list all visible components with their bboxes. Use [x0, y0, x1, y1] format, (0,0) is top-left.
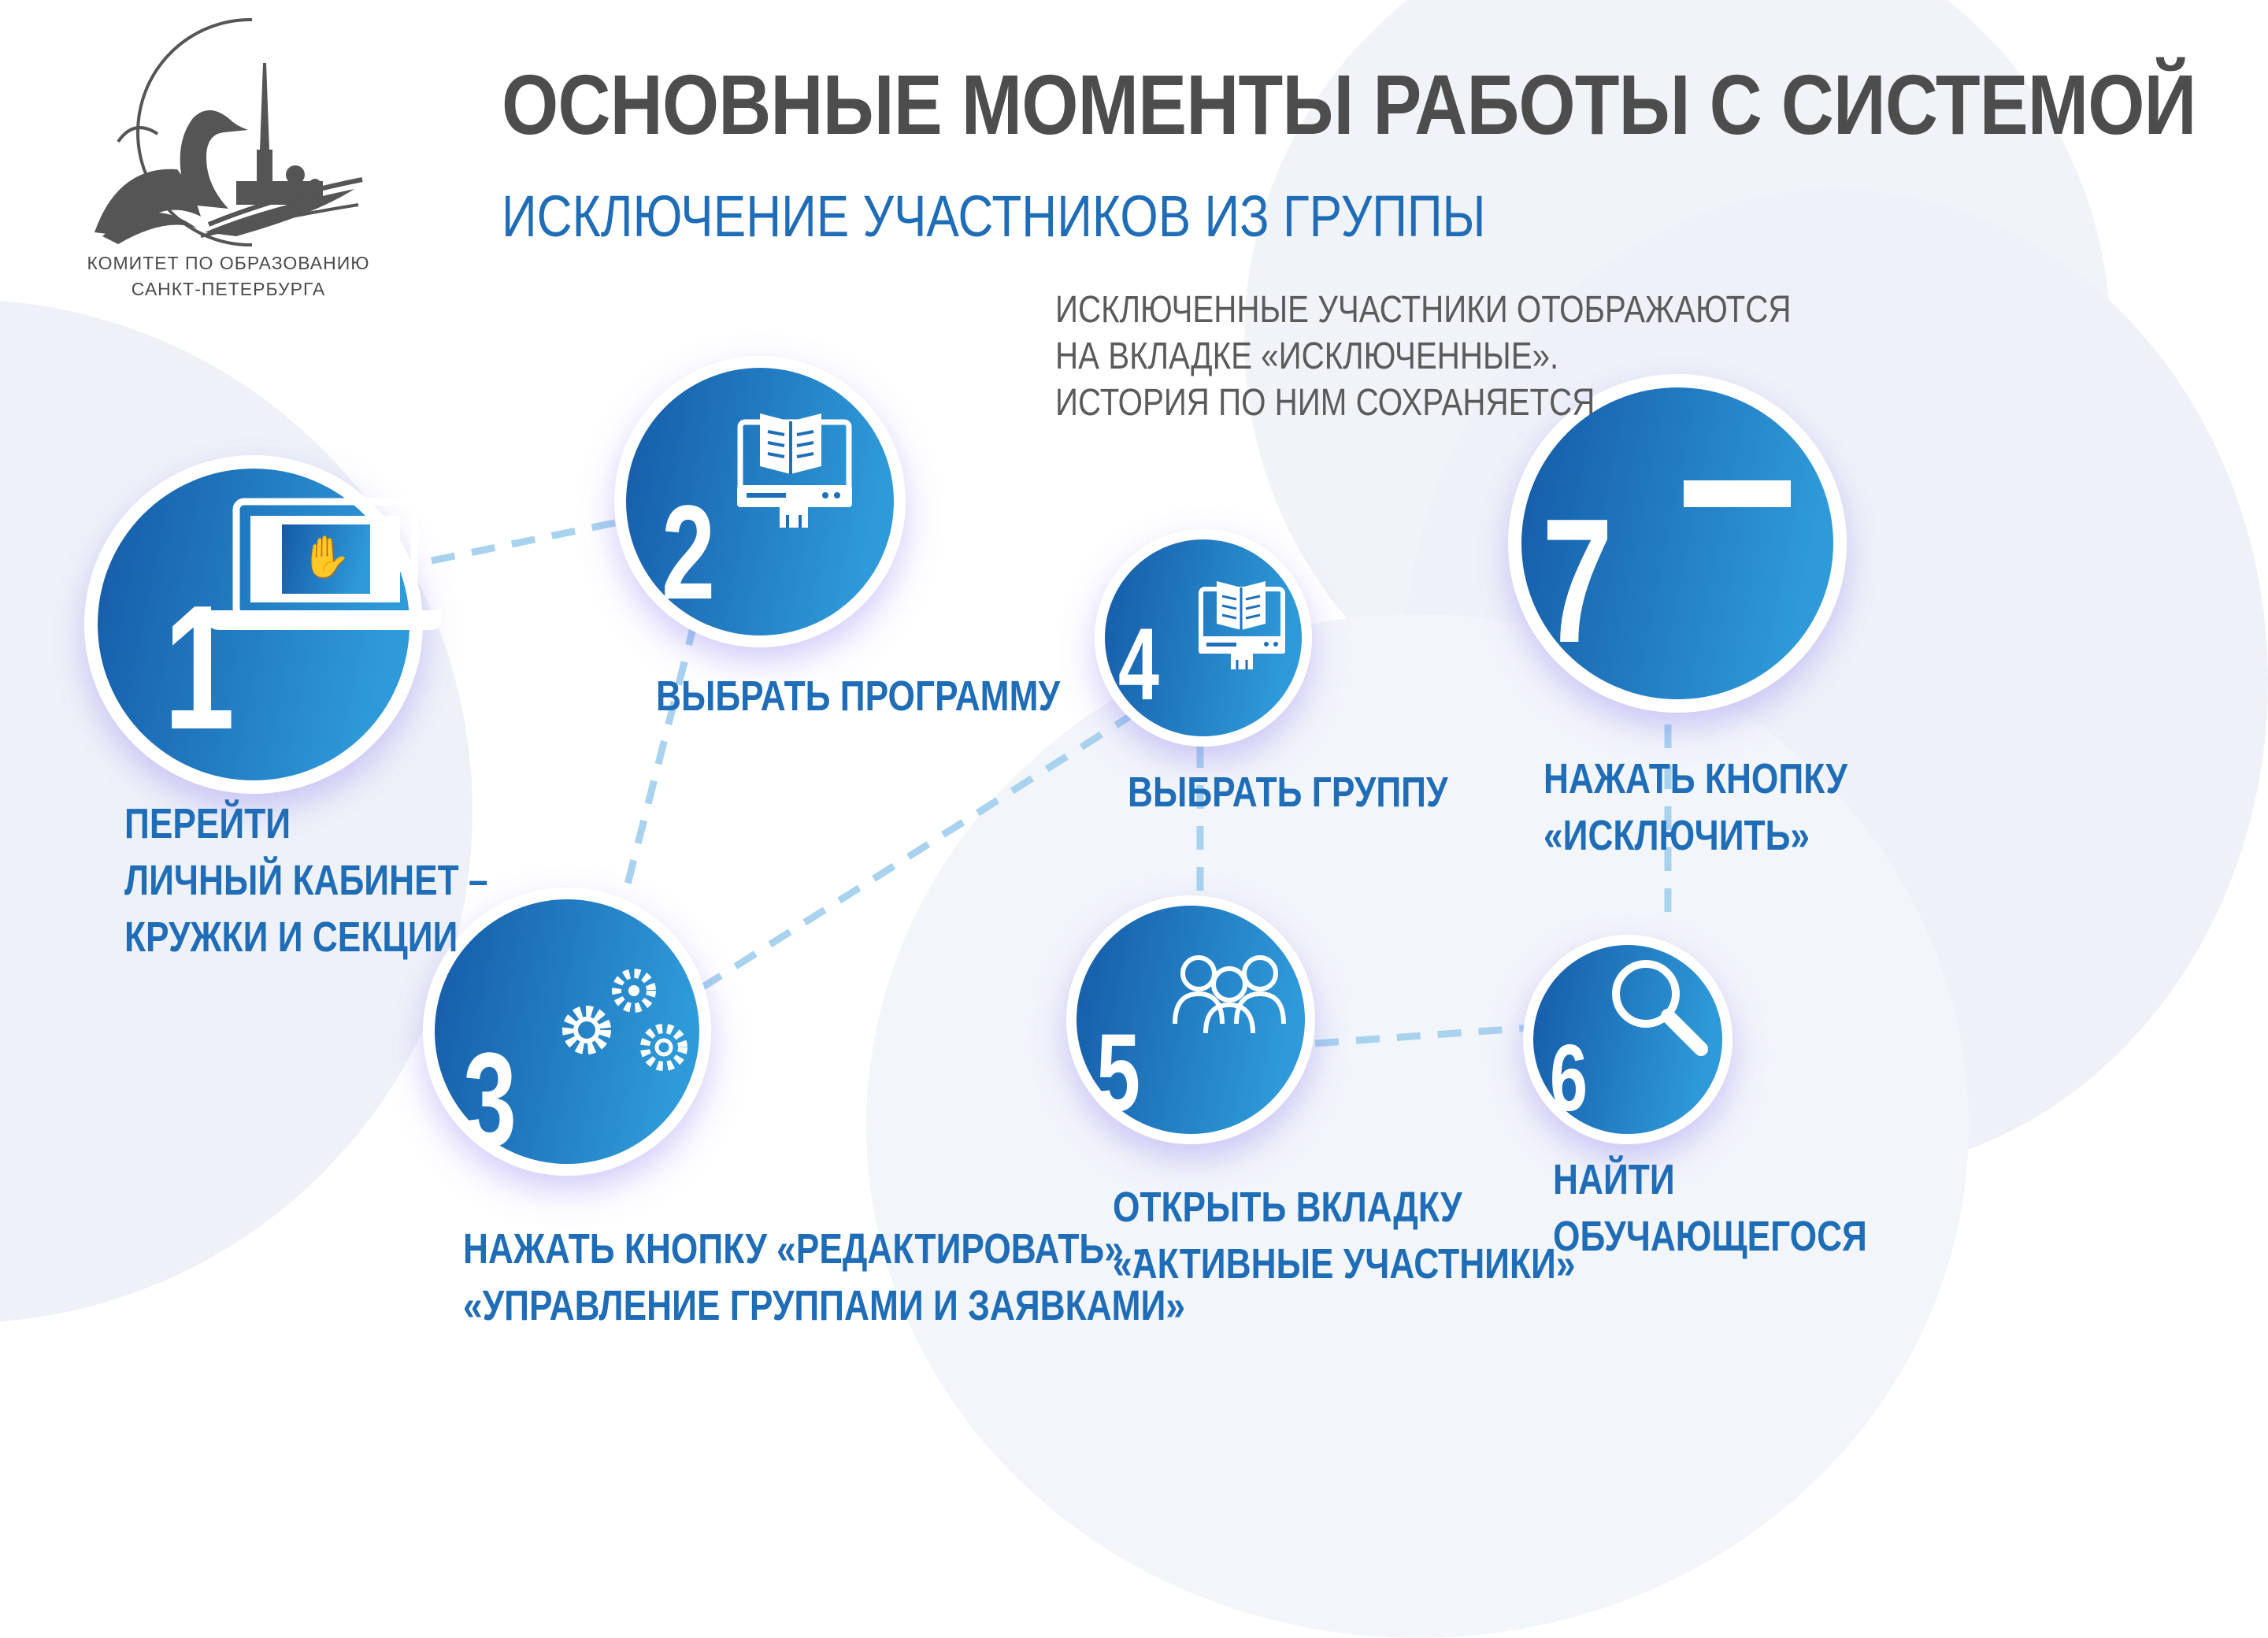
note-line-1: ИСКЛЮЧЕННЫЕ УЧАСТНИКИ ОТОБРАЖАЮТСЯ	[1055, 289, 1792, 331]
step-6-label-line: ОБУЧАЮЩЕГОСЯ	[1553, 1213, 1867, 1260]
info-note	[1055, 287, 1791, 426]
step-7-label-line: «ИСКЛЮЧИТЬ»	[1544, 812, 1810, 859]
svg-text:✋: ✋	[300, 534, 352, 581]
step-5-label	[1113, 1179, 1575, 1292]
step-5-label-line: «АКТИВНЫЕ УЧАСТНИКИ»	[1113, 1240, 1576, 1288]
step-3-label	[463, 1221, 1185, 1334]
step-4-label	[1128, 764, 1448, 821]
connector-2-3	[622, 622, 695, 906]
step-6-circle	[1523, 935, 1732, 1144]
logo-line-1: КОМИТЕТ ПО ОБРАЗОВАНИЮ	[87, 253, 370, 273]
logo-emblem	[94, 0, 394, 260]
step-5-circle	[1066, 895, 1315, 1144]
connector-5-6	[1315, 1028, 1532, 1043]
minus-icon	[1684, 480, 1791, 507]
step-7-label-line: НАЖАТЬ КНОПКУ	[1544, 755, 1847, 802]
step-5-label-line: ОТКРЫТЬ ВКЛАДКУ	[1113, 1184, 1462, 1231]
step-7-label	[1544, 750, 1847, 864]
note-line-3: ИСТОРИЯ ПО НИМ СОХРАНЯЕТСЯ	[1055, 382, 1595, 424]
step-6-label	[1553, 1151, 1867, 1265]
step-4-number: 4	[1118, 606, 1160, 722]
page-subtitle: ИСКЛЮЧЕНИЕ УЧАСТНИКОВ ИЗ ГРУППЫ	[502, 183, 1486, 249]
step-6-number: 6	[1550, 1025, 1588, 1132]
logo-caption	[79, 250, 378, 302]
logo-line-2: САНКТ-ПЕТЕРБУРГА	[131, 279, 326, 299]
step-1-circle	[84, 455, 441, 794]
note-line-2: НА ВКЛАДКЕ «ИСКЛЮЧЕННЫЕ».	[1055, 335, 1559, 377]
step-5-number: 5	[1096, 1010, 1141, 1134]
page-title: ОСНОВНЫЕ МОМЕНТЫ РАБОТЫ С СИСТЕМОЙ	[502, 57, 2196, 152]
step-6-label-line: НАЙТИ	[1553, 1156, 1675, 1203]
step-1-label-line: ПЕРЕЙТИ	[124, 800, 291, 847]
connector-1-2	[432, 521, 622, 561]
step-3-label-line: «УПРАВЛЕНИЕ ГРУППАМИ И ЗАЯВКАМИ»	[463, 1282, 1185, 1329]
step-2-circle	[614, 356, 906, 647]
step-1-label	[124, 795, 488, 965]
step-3-number: 3	[463, 1025, 517, 1175]
step-1-number: 1	[164, 568, 235, 767]
step-7-number: 7	[1542, 481, 1614, 680]
connector-3-4	[701, 709, 1142, 988]
step-4-circle	[1095, 529, 1312, 747]
step-1-label-line: ЛИЧНЫЙ КАБИНЕТ –	[124, 857, 488, 904]
step-2-label-line: ВЫБРАТЬ ПРОГРАММУ	[656, 673, 1061, 720]
step-2-number: 2	[662, 478, 716, 628]
step-2-label	[656, 668, 1060, 724]
step-4-label-line: ВЫБРАТЬ ГРУППУ	[1128, 769, 1448, 816]
step-3-label-line: НАЖАТЬ КНОПКУ «РЕДАКТИРОВАТЬ» -	[463, 1225, 1145, 1273]
step-1-label-line: КРУЖКИ И СЕКЦИИ	[124, 914, 458, 961]
